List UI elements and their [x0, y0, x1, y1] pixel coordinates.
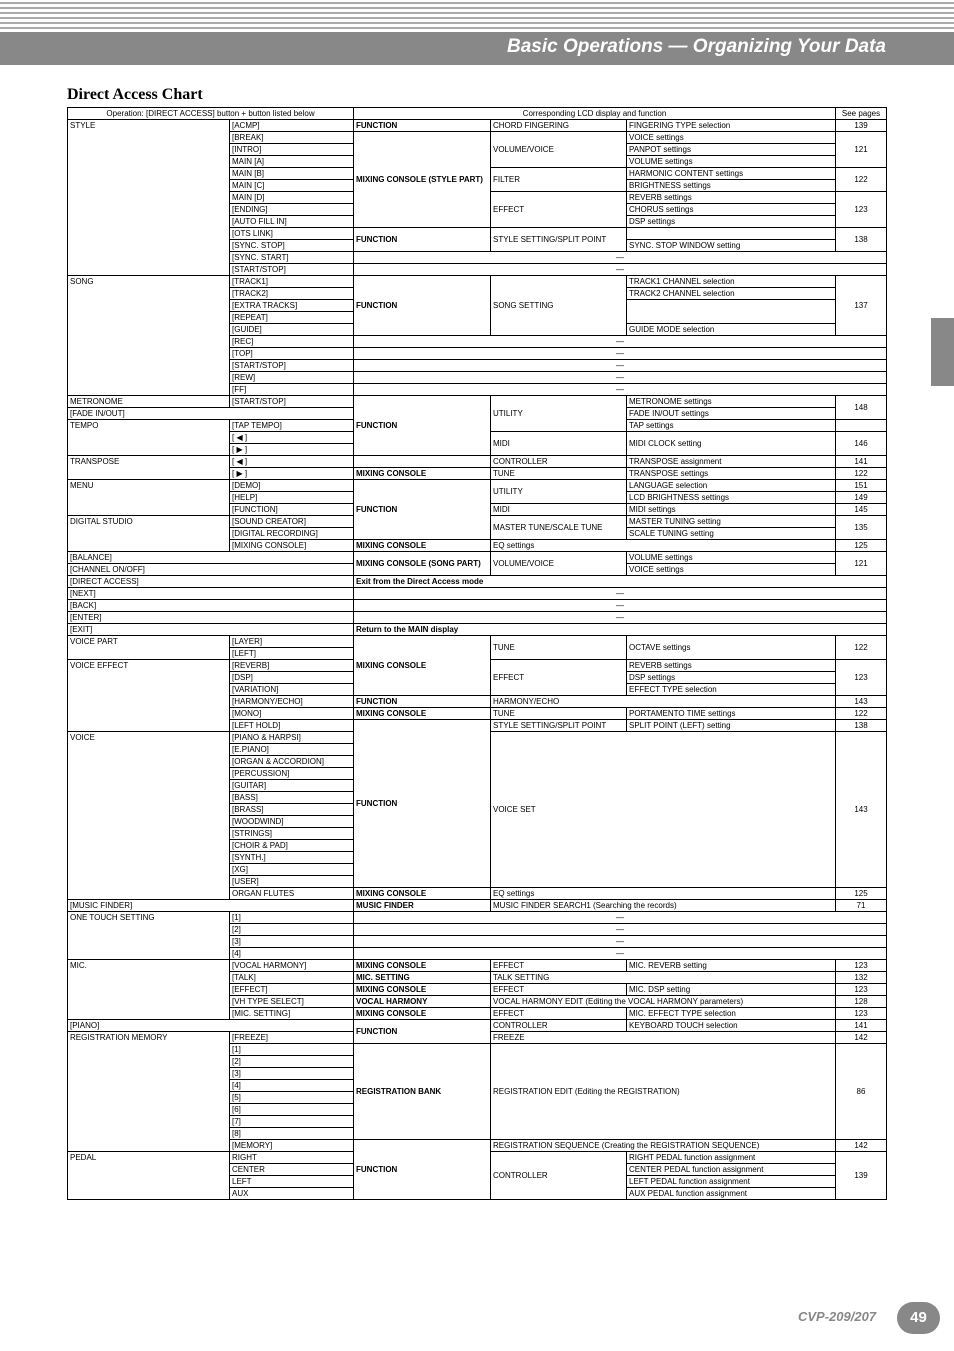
table-cell: [XG]	[230, 864, 354, 876]
table-cell: FUNCTION	[354, 276, 491, 336]
table-cell: 123	[836, 660, 887, 696]
table-cell: 143	[836, 696, 887, 708]
table-cell: 123	[836, 960, 887, 972]
table-row	[68, 636, 887, 648]
table-cell: MIXING CONSOLE	[354, 540, 491, 552]
table-cell: VOLUME/VOICE	[491, 552, 627, 576]
page-section-title: Basic Operations — Organizing Your Data	[506, 36, 886, 57]
table-cell: [BACK]	[68, 600, 354, 612]
table-cell: MIC.	[68, 960, 230, 1020]
table-cell: LCD BRIGHTNESS settings	[627, 492, 836, 504]
table-cell	[627, 228, 836, 240]
table-cell: —	[354, 384, 887, 396]
table-cell: EFFECT	[491, 1008, 627, 1020]
table-cell: REGISTRATION BANK	[354, 1044, 491, 1140]
table-cell: [5]	[230, 1092, 354, 1104]
table-cell: [REC]	[230, 336, 354, 348]
table-cell: CENTER PEDAL function assignment	[627, 1164, 836, 1176]
table-cell: —	[354, 336, 887, 348]
table-cell: 138	[836, 720, 887, 732]
table-cell: 122	[836, 168, 887, 192]
table-cell: 121	[836, 132, 887, 168]
table-cell: STYLE	[68, 120, 230, 276]
table-cell: REGISTRATION MEMORY	[68, 1032, 230, 1152]
table-cell: MIC. SETTING	[354, 972, 491, 984]
table-cell: [TOP]	[230, 348, 354, 360]
table-cell: 143	[836, 732, 887, 888]
table-cell: 123	[836, 984, 887, 996]
table-cell: BRIGHTNESS settings	[627, 180, 836, 192]
table-cell: [REPEAT]	[230, 312, 354, 324]
table-cell: FUNCTION	[354, 696, 491, 708]
table-cell: METRONOME	[68, 396, 230, 408]
table-cell: [BASS]	[230, 792, 354, 804]
table-cell: [1]	[230, 912, 354, 924]
table-cell: [OTS LINK]	[230, 228, 354, 240]
table-cell: VOCAL HARMONY EDIT (Editing the VOCAL HARMONY parameters)	[491, 996, 836, 1008]
table-cell: MIC. EFFECT TYPE selection	[627, 1008, 836, 1020]
table-cell: PORTAMENTO TIME settings	[627, 708, 836, 720]
table-cell: [SYNC. START]	[230, 252, 354, 264]
table-cell: TUNE	[491, 708, 627, 720]
table-cell: 141	[836, 456, 887, 468]
table-cell: MIC. DSP setting	[627, 984, 836, 996]
table-cell: [PIANO]	[68, 1020, 354, 1032]
side-tab-marker	[931, 318, 954, 386]
table-cell: VOICE	[68, 732, 230, 900]
table-cell: FUNCTION	[354, 480, 491, 540]
table-cell: LANGUAGE selection	[627, 480, 836, 492]
header-stripes	[0, 0, 954, 30]
table-cell: [2]	[230, 1056, 354, 1068]
table-cell: MIXING CONSOLE (SONG PART)	[354, 552, 491, 576]
page-number: 49	[897, 1302, 940, 1334]
table-cell: [DEMO]	[230, 480, 354, 492]
table-cell: FREEZE	[491, 1032, 836, 1044]
table-cell: CENTER	[230, 1164, 354, 1176]
table-cell: [FF]	[230, 384, 354, 396]
table-cell: ORGAN FLUTES	[230, 888, 354, 900]
table-cell: UTILITY	[491, 480, 627, 504]
table-cell: 125	[836, 540, 887, 552]
table-cell: [LEFT]	[230, 648, 354, 660]
table-cell: FUNCTION	[354, 720, 491, 888]
table-cell: FINGERING TYPE selection	[627, 120, 836, 132]
chart-heading: Direct Access Chart	[67, 86, 203, 103]
table-cell: UTILITY	[491, 396, 627, 432]
table-cell: 142	[836, 1140, 887, 1152]
table-cell: —	[354, 600, 887, 612]
table-cell: FUNCTION	[354, 396, 491, 456]
table-cell: VOICE EFFECT	[68, 660, 230, 732]
table-cell: [TRACK1]	[230, 276, 354, 288]
table-cell: EFFECT	[491, 192, 627, 228]
table-cell: MIXING CONSOLE	[354, 636, 491, 696]
table-cell: [4]	[230, 948, 354, 960]
direct-access-table	[67, 107, 887, 1200]
table-row	[68, 120, 887, 132]
table-cell: [ACMP]	[230, 120, 354, 132]
table-cell: [AUTO FILL IN]	[230, 216, 354, 228]
table-row	[68, 456, 887, 468]
table-cell: [STRINGS]	[230, 828, 354, 840]
table-cell: 149	[836, 492, 887, 504]
table-cell: [INTRO]	[230, 144, 354, 156]
table-cell: [E.PIANO]	[230, 744, 354, 756]
table-cell: —	[354, 948, 887, 960]
table-cell: [EXTRA TRACKS]	[230, 300, 354, 312]
table-cell: [7]	[230, 1116, 354, 1128]
table-cell: 139	[836, 1152, 887, 1200]
table-cell: HARMONY/ECHO	[491, 696, 836, 708]
table-cell: TUNE	[491, 636, 627, 660]
table-cell: [EXIT]	[68, 624, 354, 636]
table-cell: [START/STOP]	[230, 360, 354, 372]
table-cell: EFFECT TYPE selection	[627, 684, 836, 696]
table-row	[68, 612, 887, 624]
table-cell: EFFECT	[491, 984, 627, 996]
table-cell: VOICE settings	[627, 132, 836, 144]
table-cell: TRANSPOSE	[68, 456, 230, 480]
table-cell: TALK SETTING	[491, 972, 836, 984]
table-cell: TRACK2 CHANNEL selection	[627, 288, 836, 300]
model-number: CVP-209/207	[798, 1309, 877, 1324]
table-cell: 128	[836, 996, 887, 1008]
table-cell: [WOODWIND]	[230, 816, 354, 828]
table-cell: PEDAL	[68, 1152, 230, 1200]
table-cell: VOCAL HARMONY	[354, 996, 491, 1008]
table-row	[68, 960, 887, 972]
table-cell: [REW]	[230, 372, 354, 384]
table-cell: 121	[836, 552, 887, 576]
table-cell: SPLIT POINT (LEFT) setting	[627, 720, 836, 732]
table-cell: RIGHT	[230, 1152, 354, 1164]
table-header-row	[68, 108, 887, 120]
table-cell: OCTAVE settings	[627, 636, 836, 660]
table-cell: —	[354, 360, 887, 372]
table-cell: FUNCTION	[354, 120, 491, 132]
table-cell: [HARMONY/ECHO]	[230, 696, 354, 708]
table-cell: [8]	[230, 1128, 354, 1140]
table-cell: [TALK]	[230, 972, 354, 984]
table-cell: MAIN [A]	[230, 156, 354, 168]
table-cell: EFFECT	[491, 960, 627, 972]
table-cell: TRANSPOSE assignment	[627, 456, 836, 468]
table-cell: REVERB settings	[627, 192, 836, 204]
table-cell: MIDI	[491, 432, 627, 456]
table-row	[68, 624, 887, 636]
table-cell: DIGITAL STUDIO	[68, 516, 230, 552]
table-cell: [REVERB]	[230, 660, 354, 672]
table-cell: 139	[836, 120, 887, 132]
table-cell: [PERCUSSION]	[230, 768, 354, 780]
table-cell: [ORGAN & ACCORDION]	[230, 756, 354, 768]
table-cell: [MIC. SETTING]	[230, 1008, 354, 1020]
table-row	[68, 576, 887, 588]
table-cell: 148	[836, 396, 887, 420]
table-row	[68, 900, 887, 912]
header-see-pages: See pages	[836, 108, 887, 120]
table-cell: MIXING CONSOLE	[354, 468, 491, 480]
table-cell: —	[354, 588, 887, 600]
table-cell: [VH TYPE SELECT]	[230, 996, 354, 1008]
table-cell: 137	[836, 276, 887, 336]
table-cell: [MEMORY]	[230, 1140, 354, 1152]
table-cell: [START/STOP]	[230, 264, 354, 276]
table-cell: 122	[836, 636, 887, 660]
table-cell: —	[354, 372, 887, 384]
table-cell: LEFT	[230, 1176, 354, 1188]
table-cell: VOICE settings	[627, 564, 836, 576]
table-cell: GUIDE MODE selection	[627, 324, 836, 336]
table-cell: 125	[836, 888, 887, 900]
table-cell: [START/STOP]	[230, 396, 354, 408]
table-cell: 146	[836, 432, 887, 456]
table-cell: [PIANO & HARPSI]	[230, 732, 354, 744]
table-cell: [LEFT HOLD]	[230, 720, 354, 732]
table-row	[68, 396, 887, 408]
table-cell: 142	[836, 1032, 887, 1044]
table-row	[68, 912, 887, 924]
table-cell: AUX PEDAL function assignment	[627, 1188, 836, 1200]
table-cell: VOLUME settings	[627, 552, 836, 564]
table-cell: REVERB settings	[627, 660, 836, 672]
table-cell: [HELP]	[230, 492, 354, 504]
table-cell: MASTER TUNING setting	[627, 516, 836, 528]
table-cell: [LAYER]	[230, 636, 354, 648]
table-cell: [FREEZE]	[230, 1032, 354, 1044]
table-cell: SONG	[68, 276, 230, 396]
table-cell: EFFECT	[491, 660, 627, 696]
table-cell: [VOCAL HARMONY]	[230, 960, 354, 972]
table-cell: STYLE SETTING/SPLIT POINT	[491, 228, 627, 252]
table-cell: FILTER	[491, 168, 627, 192]
table-cell: MUSIC FINDER SEARCH1 (Searching the records)	[491, 900, 836, 912]
table-cell: SONG SETTING	[491, 276, 627, 336]
table-cell: [SOUND CREATOR]	[230, 516, 354, 528]
table-cell: 145	[836, 504, 887, 516]
table-cell: [DSP]	[230, 672, 354, 684]
table-cell: [3]	[230, 936, 354, 948]
table-cell: FUNCTION	[354, 228, 491, 252]
table-cell	[627, 300, 836, 324]
table-cell: MIXING CONSOLE	[354, 960, 491, 972]
table-cell: [BRASS]	[230, 804, 354, 816]
table-row	[68, 600, 887, 612]
table-cell: MIC. REVERB setting	[627, 960, 836, 972]
table-cell: VOLUME settings	[627, 156, 836, 168]
table-cell: PANPOT settings	[627, 144, 836, 156]
table-cell: VOLUME/VOICE	[491, 132, 627, 168]
table-cell: [EFFECT]	[230, 984, 354, 996]
table-cell: 86	[836, 1044, 887, 1140]
table-cell: MASTER TUNE/SCALE TUNE	[491, 516, 627, 540]
table-cell: MIDI settings	[627, 504, 836, 516]
table-cell: [SYNTH.]	[230, 852, 354, 864]
direct-access-table-wrapper	[67, 107, 886, 1200]
table-cell: [ENTER]	[68, 612, 354, 624]
table-cell: [1]	[230, 1044, 354, 1056]
table-cell: [MUSIC FINDER]	[68, 900, 354, 912]
header-operation: Operation: [DIRECT ACCESS] button + button listed below	[68, 108, 354, 120]
table-cell: FADE IN/OUT settings	[627, 408, 836, 420]
table-cell: SYNC. STOP WINDOW setting	[627, 240, 836, 252]
table-cell: MIXING CONSOLE	[354, 984, 491, 996]
table-cell: CONTROLLER	[491, 456, 627, 468]
table-cell: 123	[836, 1008, 887, 1020]
table-cell: 135	[836, 516, 887, 540]
table-cell: MIDI	[491, 504, 627, 516]
table-cell: [DIGITAL RECORDING]	[230, 528, 354, 540]
table-cell: 122	[836, 468, 887, 480]
table-cell: [3]	[230, 1068, 354, 1080]
table-cell: REGISTRATION SEQUENCE (Creating the REGISTRATION SEQUENCE)	[491, 1140, 836, 1152]
table-cell: [CHOIR & PAD]	[230, 840, 354, 852]
table-cell: 141	[836, 1020, 887, 1032]
table-cell: [BALANCE]	[68, 552, 354, 564]
table-cell: TEMPO	[68, 420, 230, 456]
table-cell: Return to the MAIN display	[354, 624, 887, 636]
table-cell: [6]	[230, 1104, 354, 1116]
table-cell: TRACK1 CHANNEL selection	[627, 276, 836, 288]
table-cell: SCALE TUNING setting	[627, 528, 836, 540]
table-cell: REGISTRATION EDIT (Editing the REGISTRATION)	[491, 1044, 836, 1140]
table-cell: CHORD FINGERING	[491, 120, 627, 132]
table-cell: VOICE PART	[68, 636, 230, 660]
table-cell: MIXING CONSOLE (STYLE PART)	[354, 132, 491, 228]
table-cell: EQ settings	[491, 888, 836, 900]
table-cell: CONTROLLER	[491, 1020, 627, 1032]
table-cell: [GUITAR]	[230, 780, 354, 792]
table-row	[68, 1020, 887, 1032]
table-cell: [DIRECT ACCESS]	[68, 576, 354, 588]
table-cell: CHORUS settings	[627, 204, 836, 216]
table-cell: —	[354, 348, 887, 360]
table-cell: [ ◀ ]	[230, 432, 354, 444]
table-cell: 123	[836, 192, 887, 228]
table-cell: 71	[836, 900, 887, 912]
table-cell: [4]	[230, 1080, 354, 1092]
table-cell: —	[354, 252, 887, 264]
table-cell: TAP settings	[627, 420, 836, 432]
table-row	[68, 552, 887, 564]
table-cell: —	[354, 912, 887, 924]
table-cell: 132	[836, 972, 887, 984]
table-cell: MIDI CLOCK setting	[627, 432, 836, 456]
table-cell: [ ▶ ]	[230, 468, 354, 480]
table-cell: [MONO]	[230, 708, 354, 720]
table-cell: MAIN [D]	[230, 192, 354, 204]
table-cell: [VARIATION]	[230, 684, 354, 696]
table-cell: [ ▶ ]	[230, 444, 354, 456]
table-cell: [TAP TEMPO]	[230, 420, 354, 432]
table-cell: [USER]	[230, 876, 354, 888]
table-cell: 122	[836, 708, 887, 720]
table-cell: MAIN [C]	[230, 180, 354, 192]
table-cell: CONTROLLER	[491, 1152, 627, 1200]
table-cell: [BREAK]	[230, 132, 354, 144]
table-cell	[836, 420, 887, 432]
table-cell: [NEXT]	[68, 588, 354, 600]
table-cell	[354, 456, 491, 468]
table-row	[68, 480, 887, 492]
table-cell: 138	[836, 228, 887, 252]
table-cell: VOICE SET	[491, 732, 836, 888]
table-cell: [ ◀ ]	[230, 456, 354, 468]
table-cell: —	[354, 936, 887, 948]
table-cell: MIXING CONSOLE	[354, 888, 491, 900]
table-cell: [GUIDE]	[230, 324, 354, 336]
table-cell: [2]	[230, 924, 354, 936]
table-cell: [ENDING]	[230, 204, 354, 216]
table-cell: [TRACK2]	[230, 288, 354, 300]
table-cell: KEYBOARD TOUCH selection	[627, 1020, 836, 1032]
table-cell: METRONOME settings	[627, 396, 836, 408]
table-cell: FUNCTION	[354, 1020, 491, 1044]
table-cell: 151	[836, 480, 887, 492]
table-cell: —	[354, 924, 887, 936]
table-cell: [FADE IN/OUT]	[68, 408, 354, 420]
table-cell: —	[354, 264, 887, 276]
table-cell: MIXING CONSOLE	[354, 1008, 491, 1020]
table-cell: MUSIC FINDER	[354, 900, 491, 912]
table-cell: RIGHT PEDAL function assignment	[627, 1152, 836, 1164]
table-cell: STYLE SETTING/SPLIT POINT	[491, 720, 627, 732]
table-cell: TUNE	[491, 468, 627, 480]
table-cell: DSP settings	[627, 216, 836, 228]
table-cell: ONE TOUCH SETTING	[68, 912, 230, 960]
table-cell: —	[354, 612, 887, 624]
table-cell: MENU	[68, 480, 230, 516]
table-cell: HARMONIC CONTENT settings	[627, 168, 836, 180]
table-cell: EQ settings	[491, 540, 836, 552]
table-cell: LEFT PEDAL function assignment	[627, 1176, 836, 1188]
table-cell: [MIXING CONSOLE]	[230, 540, 354, 552]
table-body	[68, 120, 887, 1200]
table-cell: AUX	[230, 1188, 354, 1200]
table-cell: DSP settings	[627, 672, 836, 684]
table-cell: MAIN [B]	[230, 168, 354, 180]
table-cell: [FUNCTION]	[230, 504, 354, 516]
header-lcd-function: Corresponding LCD display and function	[354, 108, 836, 120]
table-cell: [SYNC. STOP]	[230, 240, 354, 252]
table-cell: TRANSPOSE settings	[627, 468, 836, 480]
table-cell: FUNCTION	[354, 1140, 491, 1200]
table-cell: Exit from the Direct Access mode	[354, 576, 887, 588]
table-row	[68, 588, 887, 600]
table-row	[68, 276, 887, 288]
table-cell: [CHANNEL ON/OFF]	[68, 564, 354, 576]
table-cell: MIXING CONSOLE	[354, 708, 491, 720]
